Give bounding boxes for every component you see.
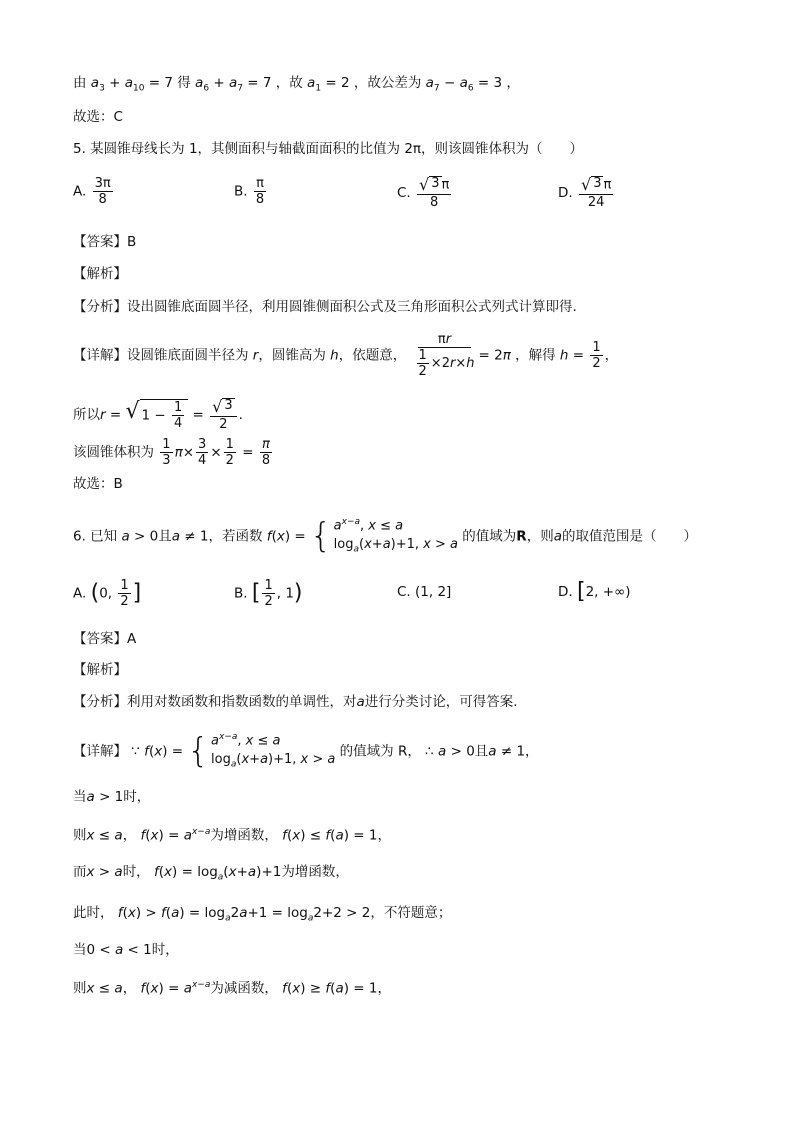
text: ，故公差为 [353,75,422,91]
text: 得 [177,75,191,91]
analysis-text: 【分析】利用对数函数和指数函数的单调性，对a进行分类讨论，可得答案. [73,694,518,710]
derivation-line: 由 $a_3 + a_{10} = 7$ 得 $a_6 + a_7 = 7$ ，故 $a_1 = 2$ ，故公差为 $a_7 - a_6 = 3$ ， [73,75,520,94]
text: ，故 [275,75,303,91]
option-c: C. (1, 2] [397,584,452,600]
option-d: D. √ 3 π 24 [558,175,612,210]
question-6-stem: 6. 已知 a > 0且a ≠ 1，若函数 f(x) = { $a^{x-a}$, x ≤ a $\log_a(x+a)+1$, x > a 的值域为R，则a的取值范围是（ ） [73,516,697,557]
option-d: D. [2, +∞) [558,579,631,604]
option-a: A. $\frac{3\pi}{8}$ [73,176,111,207]
analysis-label: 【解析】 [73,662,127,678]
answer-label: 【答案】A [73,631,137,647]
question-5-stem: 5. 某圆锥母线长为 1，其侧面积与轴截面面积的比值为 2π，则该圆锥体积为（ ） [73,141,584,157]
answer-label: 【答案】B [73,234,137,250]
option-c: C. √ 3 π 8 [397,175,450,210]
text: 由 [73,75,87,91]
detail-line: 【详解】设圆锥底面圆半径为 r，圆锥高为 h，依题意， πr $\frac{1}{2}$ ×2r×h = 2π ，解得 h = $\frac{1}{2}$ ， [73,332,619,379]
option-b: B. $\frac{\pi}{8}$ [234,176,265,207]
volume-line: 该圆锥体积为 $\frac{1}{3}$ π× $\frac{3}{4}$ × $\frac{1}{2}$ = $\frac{\pi}{8}$ [73,437,271,468]
case-line: 则x ≤ a， $f(x) = a^{x-a}$为减函数， f(x) ≥ f(a) = 1， [73,980,391,997]
radius-line: 所以r = √ 1 − $\frac{1}{4}$ = √ 3 2 . [73,397,243,432]
case-line: 则x ≤ a， $f(x) = a^{x-a}$为增函数， f(x) ≤ f(a) = 1， [73,827,391,844]
option-b: B. [ $\frac{1}{2}$ , 1) [234,578,303,609]
analysis-text: 【分析】设出圆锥底面圆半径，利用圆锥侧面积公式及三角形面积公式列式计算即得. [73,299,577,315]
case-line: 当0 < a < 1时， [73,942,179,958]
detail-line: 【详解】 ∵ f(x) = { $a^{x-a}$, x ≤ a $\log_a(x+a)+1$, x > a 的值域为 R， ∴ a > 0且a ≠ 1， [73,731,539,772]
option-a: A. (0, $\frac{1}{2}$ ] [73,578,142,609]
text: ， [506,75,520,91]
case-line: 此时， $f(x) > f(a) = \log_a2a+1 = \log_a2+2 > 2$，不符题意； [73,905,452,924]
case-line: 而x > a时， $f(x) = \log_a(x+a)+1$为增函数， [73,864,349,883]
case-line: 当a > 1时， [73,789,151,805]
analysis-label: 【解析】 [73,266,127,282]
answer-choice: 故选：B [73,476,123,492]
answer-choice: 故选：C [73,109,123,125]
